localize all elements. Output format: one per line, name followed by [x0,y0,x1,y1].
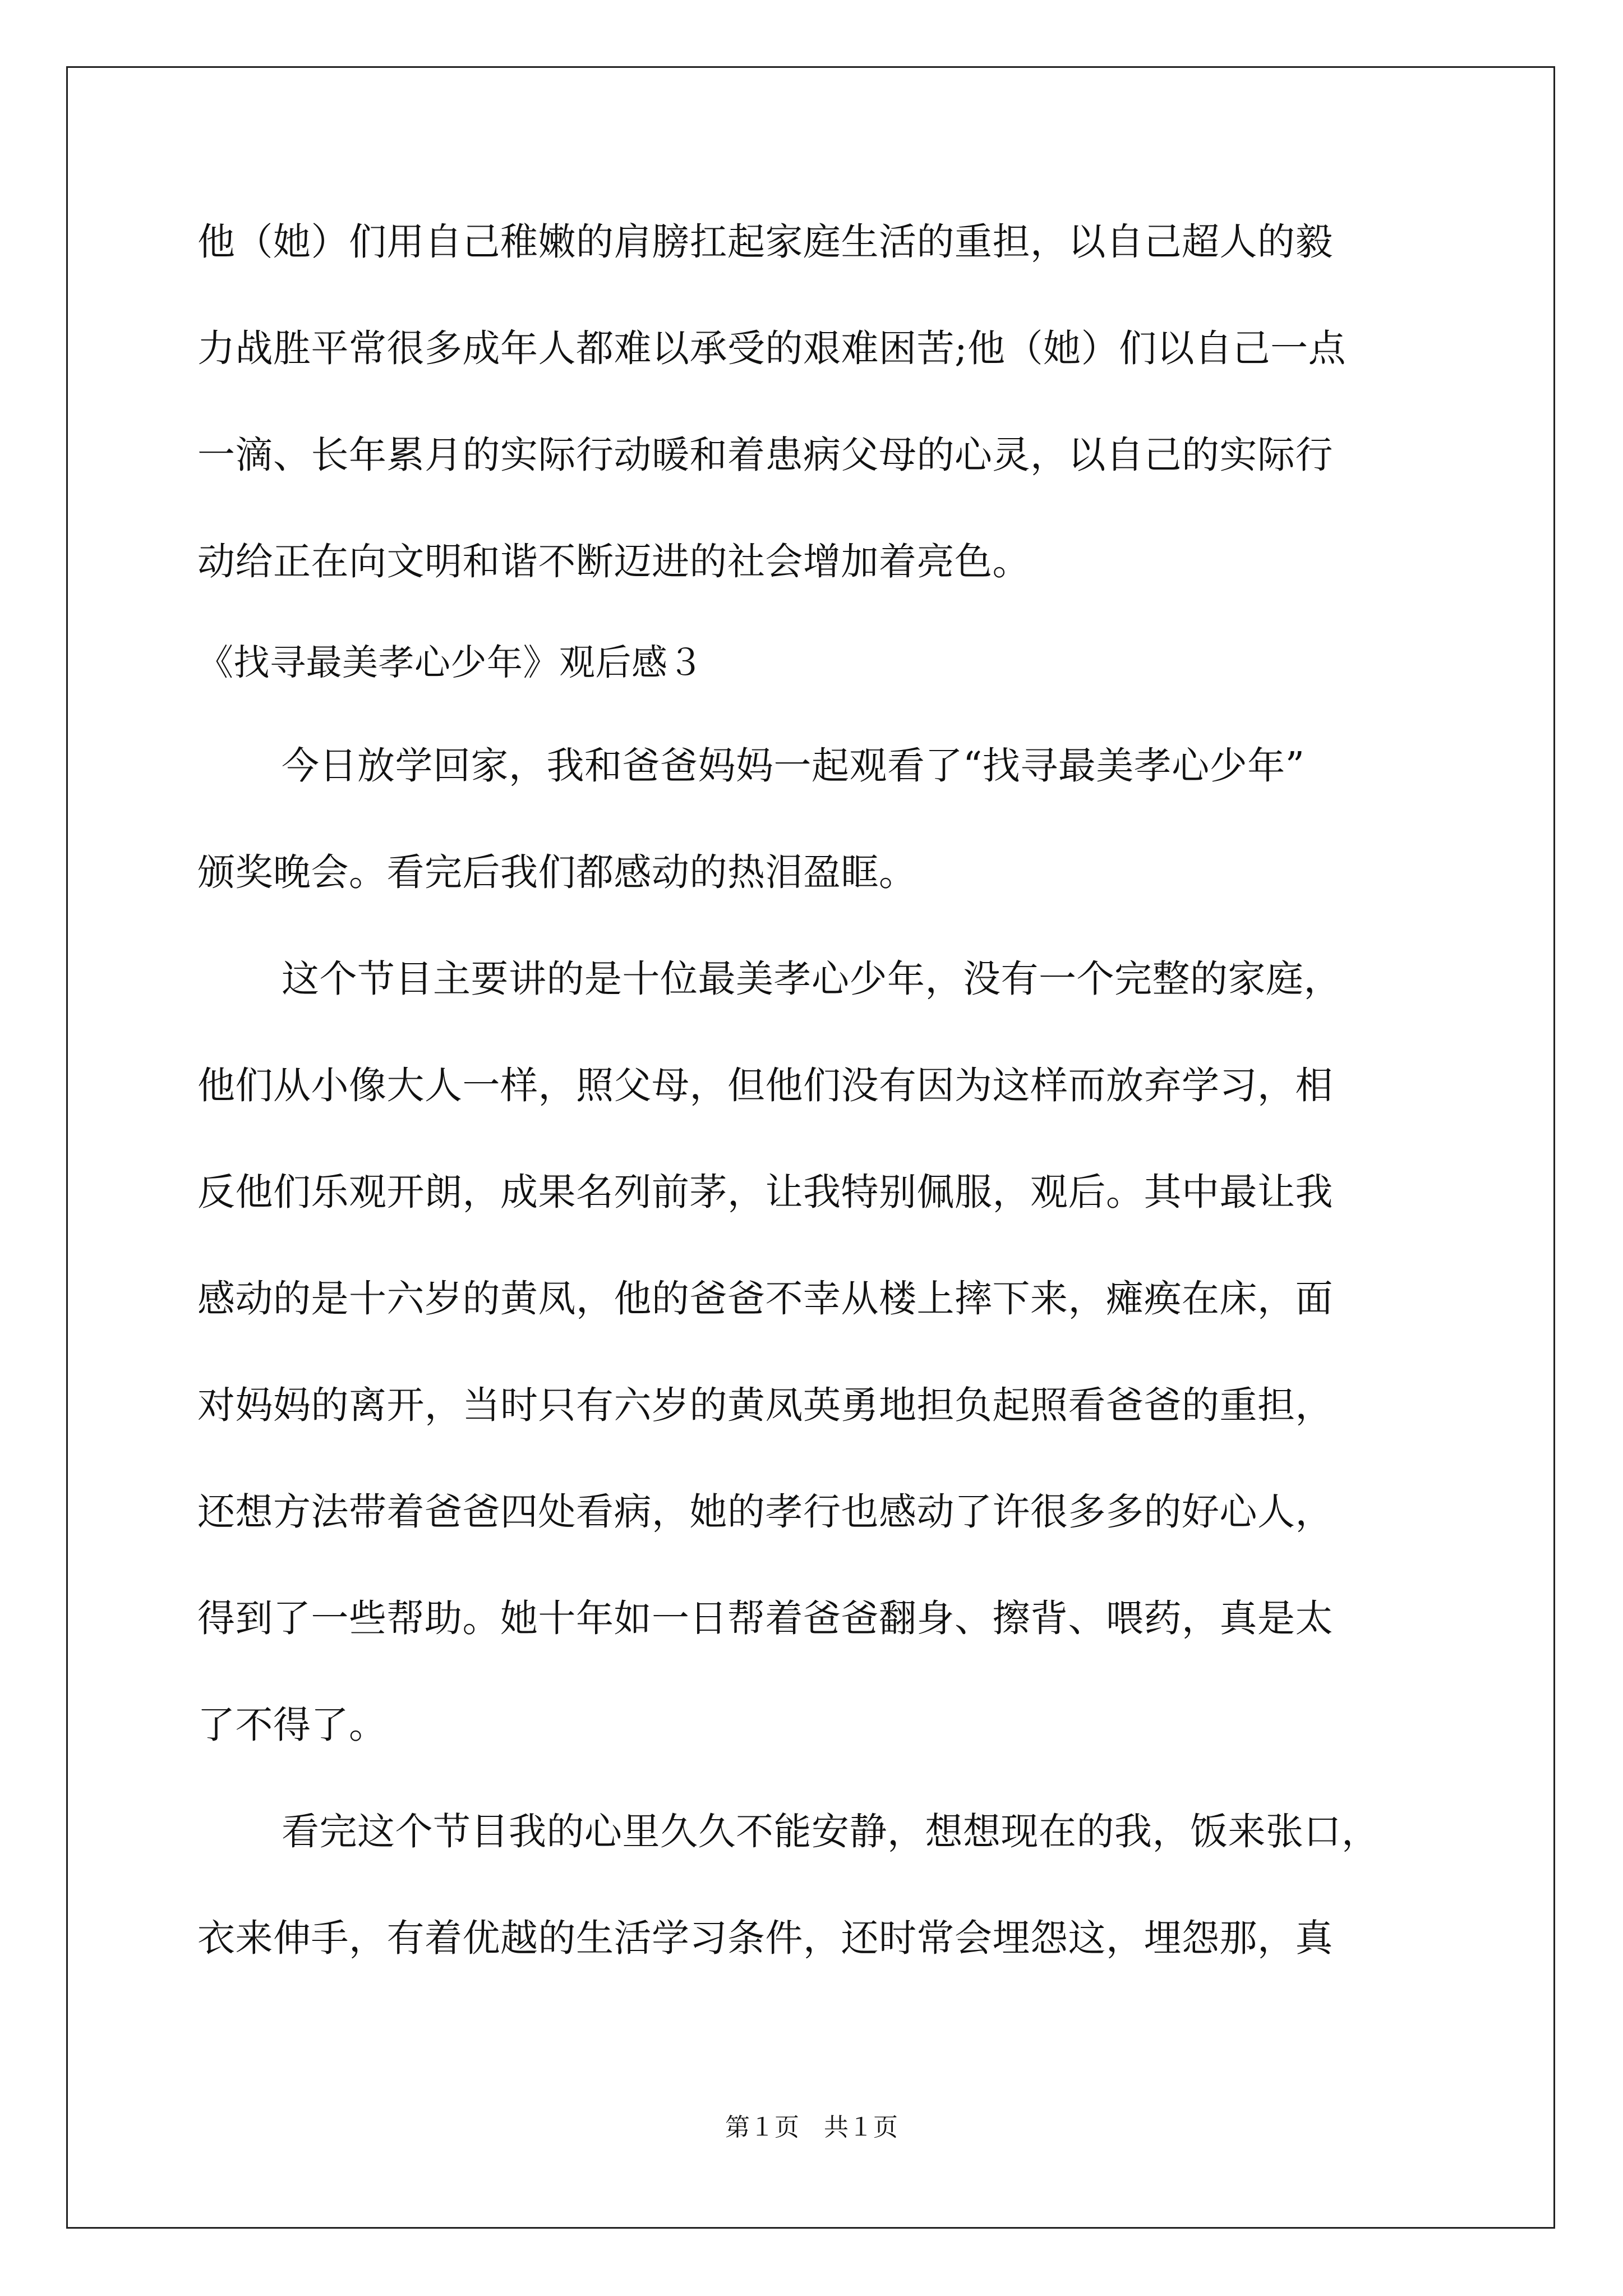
text-line: 对妈妈的离开，当时只有六岁的黄凤英勇地担负起照看爸爸的重担， [197,1383,1333,1427]
text-line: 动给正在向文明和谐不断迈进的社会增加着亮色。 [197,540,1030,583]
text-line: 颁奖晚会。看完后我们都感动的热泪盈眶。 [197,850,917,894]
page-footer: 第１页 共１页 [725,2113,898,2142]
text-line: 了不得了。 [197,1703,387,1747]
text-line: 得到了一些帮助。她十年如一日帮着爸爸翻身、擦背、喂药，真是太 [197,1596,1333,1640]
text-line: 这个节目主要讲的是十位最美孝心少年，没有一个完整的家庭， [282,957,1341,1001]
text-line: 还想方法带着爸爸四处看病，她的孝行也感动了许很多多的好心人， [197,1490,1333,1534]
section-heading: 《找寻最美孝心少年》观后感３ [197,642,704,684]
text-line: 衣来伸手，有着优越的生活学习条件，还时常会埋怨这，埋怨那，真 [197,1916,1333,1960]
text-line: 今日放学回家，我和爸爸妈妈一起观看了“找寻最美孝心少年” [282,744,1305,788]
text-line: 看完这个节目我的心里久久不能安静，想想现在的我，饭来张口， [282,1810,1380,1853]
text-line: 感动的是十六岁的黄凤，他的爸爸不幸从楼上摔下来，瘫痪在床，面 [197,1277,1333,1320]
text-line: 他（她）们用自己稚嫩的肩膀扛起家庭生活的重担，以自己超人的毅 [197,220,1333,264]
text-line: 一滴、长年累月的实际行动暖和着患病父母的心灵，以自己的实际行 [197,433,1333,477]
text-line: 反他们乐观开朗，成果名列前茅，让我特别佩服，观后。其中最让我 [197,1170,1333,1214]
text-line: 力战胜平常很多成年人都难以承受的艰难困苦;他（她）们以自己一点 [197,326,1347,370]
page-border [66,66,1555,2229]
text-line: 他们从小像大人一样，照父母，但他们没有因为这样而放弃学习，相 [197,1064,1333,1107]
